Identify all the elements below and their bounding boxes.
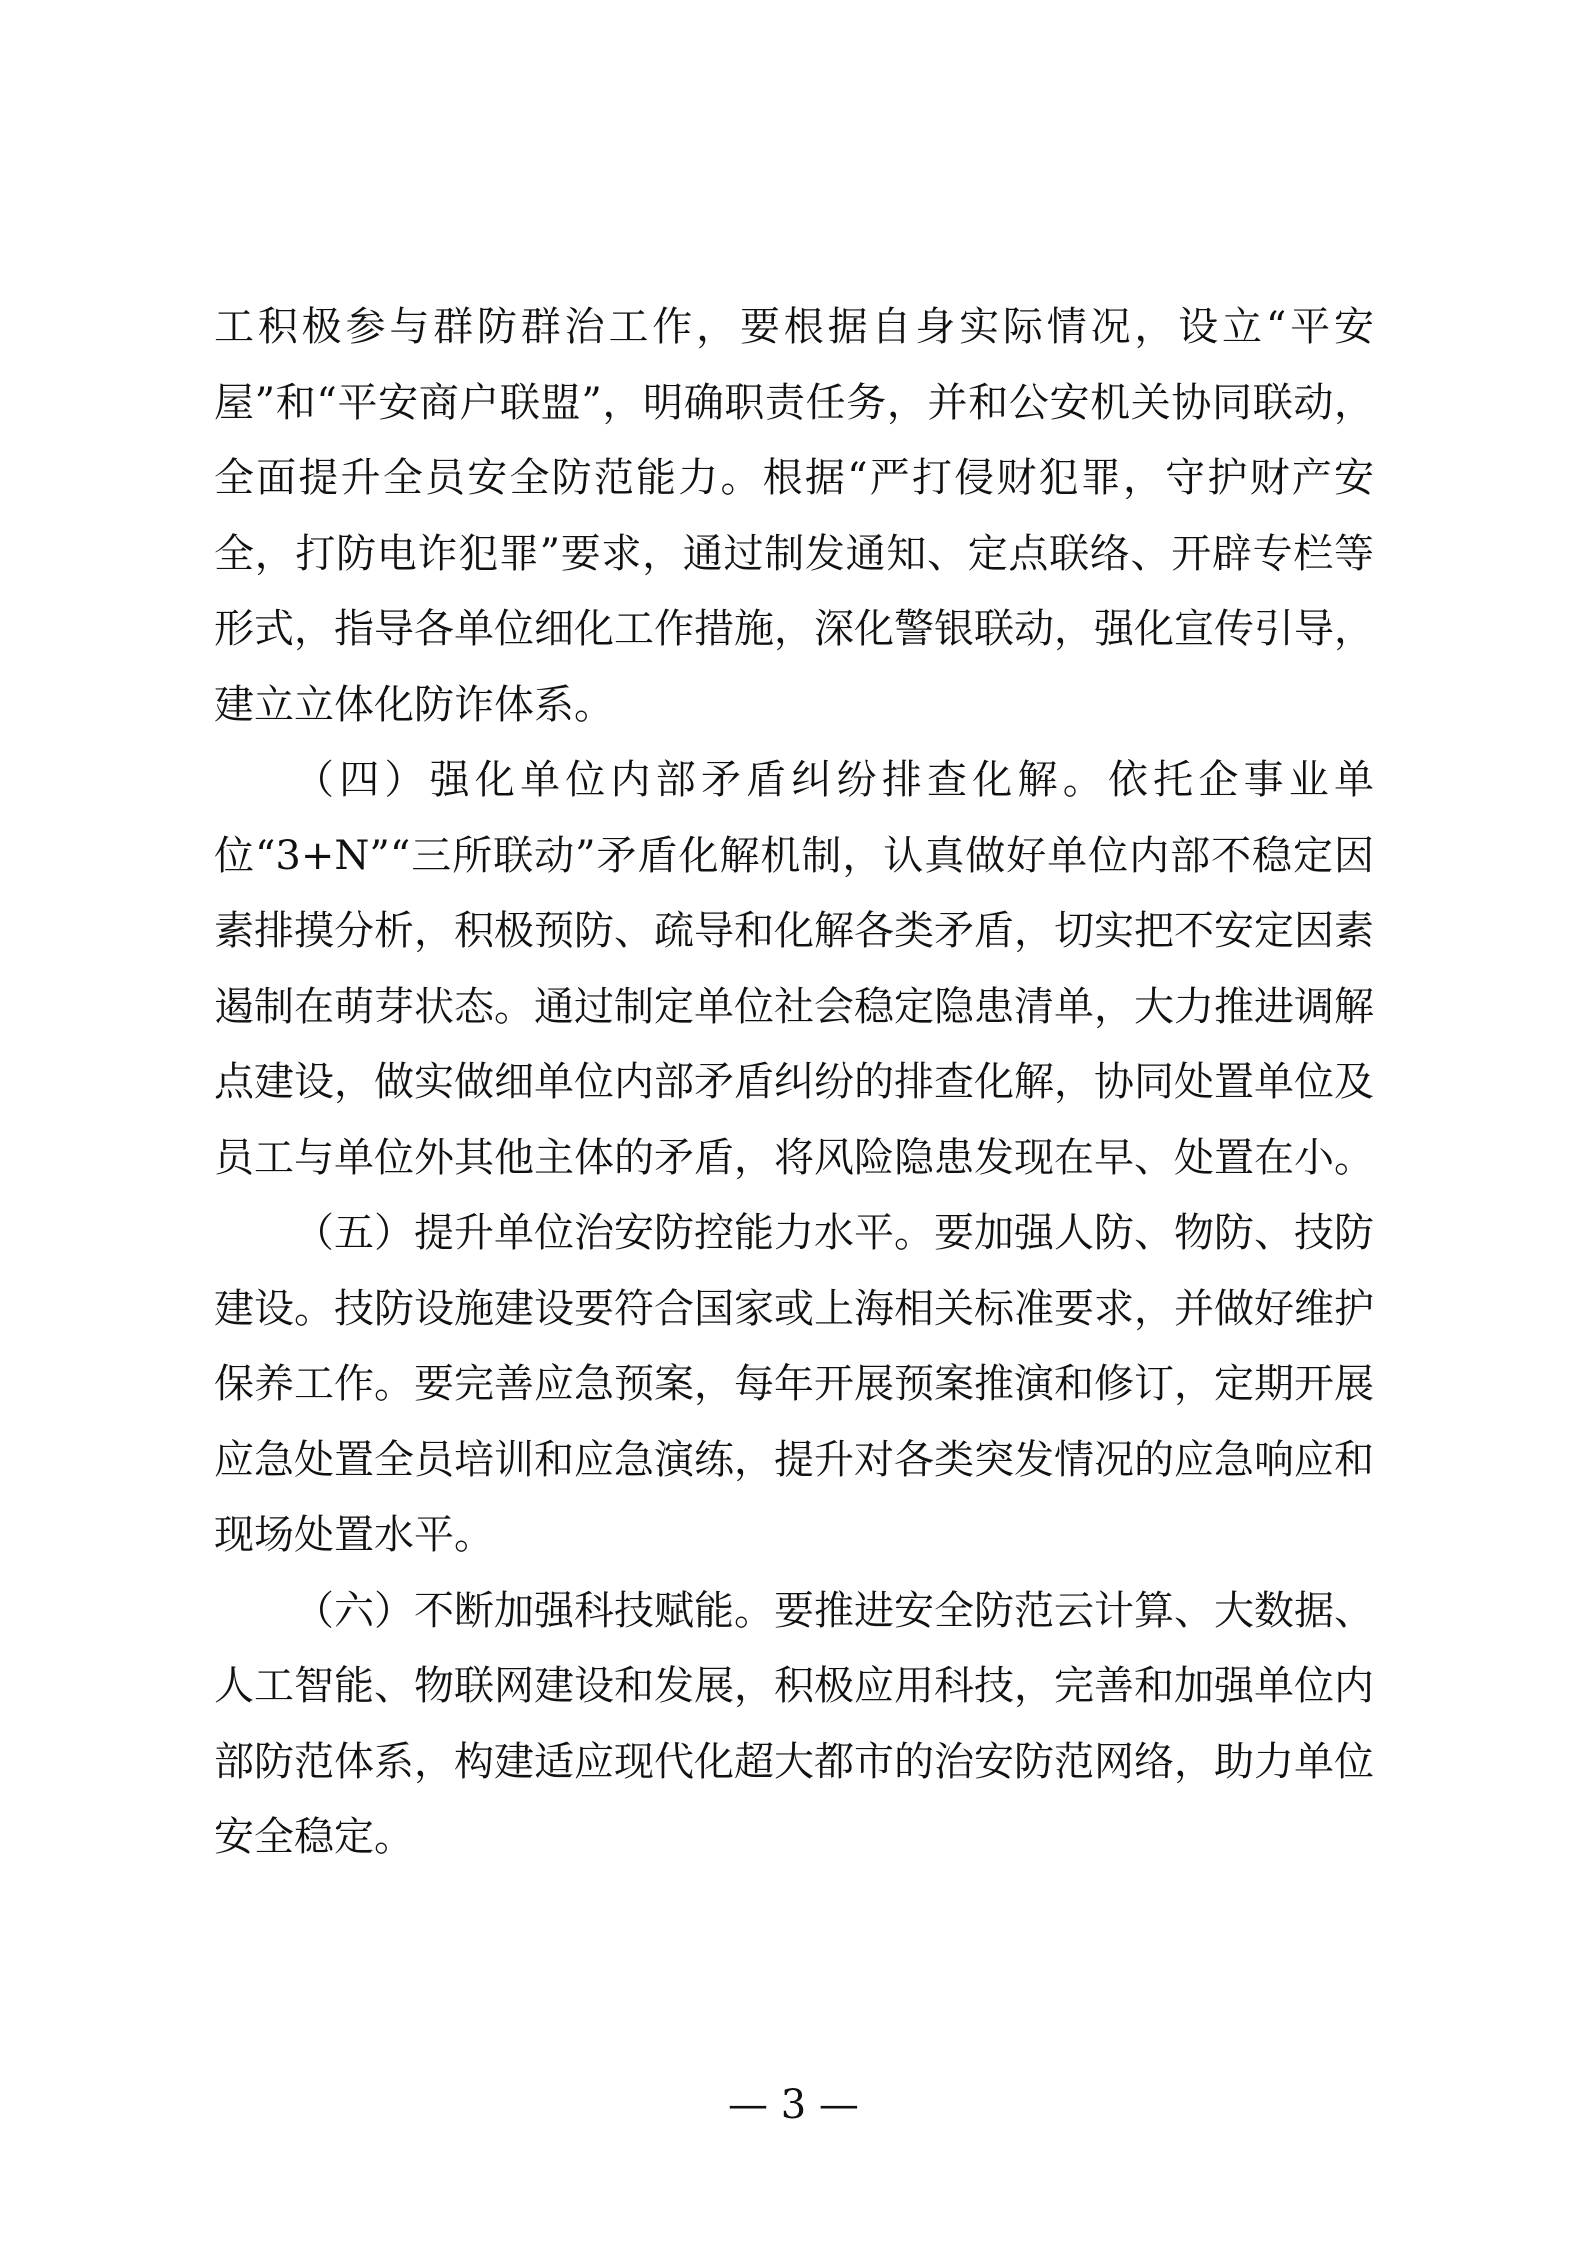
section-heading-5: （五）提升单位治安防控能力水平。 [294, 1210, 934, 1256]
paragraph-section-5 [214, 1196, 1374, 1574]
page-number: — 3 — [728, 2082, 859, 2128]
paragraph-section-4 [214, 743, 1374, 1196]
paragraph-section-6 [214, 1574, 1374, 1876]
body-text [214, 290, 1374, 1876]
paragraph-continuation [214, 290, 1374, 743]
section-heading-6: （六）不断加强科技赋能。 [294, 1587, 774, 1634]
paragraph-text: 工积极参与群防群治工作，要根据自身实际情况，设立“平安屋”和“平安商户联盟”，明确职责任务，并和公安机关协同联动，全面提升全员安全防范能力。根据“严打侵财犯罪，守护财产安全，打防电诈犯罪”要求，通过制发通知、定点联络、开辟专栏等形式，指导各单位细化工作措施，深化警银联动，强化宣传引导，建立立体化防诈体系。 [214, 304, 1374, 728]
section-heading-4: （四）强化单位内部矛盾纠纷排查化解。 [294, 757, 1108, 803]
paragraph-text: 要加强人防、物防、技防建设。技防设施建设要符合国家或上海相关标准要求，并做好维护保养工作。要完善应急预案，每年开展预案推演和修订，定期开展应急处置全员培训和应急演练，提升对各类突发情况的应急响应和现场处置水平。 [214, 1210, 1374, 1558]
paragraph-text: 要推进安全防范云计算、大数据、人工智能、物联网建设和发展，积极应用科技，完善和加强单位内部防范体系，构建适应现代化超大都市的治安防范网络，助力单位安全稳定。 [214, 1587, 1374, 1860]
paragraph-text: 依托企事业单位“3+N”“三所联动”矛盾化解机制，认真做好单位内部不稳定因素排摸分析，积极预防、疏导和化解各类矛盾，切实把不安定因素遏制在萌芽状态。通过制定单位社会稳定隐患清单，大力推进调解点建设，做实做细单位内部矛盾纠纷的排查化解，协同处置单位及员工与单位外其他主体的矛盾，将风险隐患发现在早、处置在小。 [214, 757, 1375, 1181]
